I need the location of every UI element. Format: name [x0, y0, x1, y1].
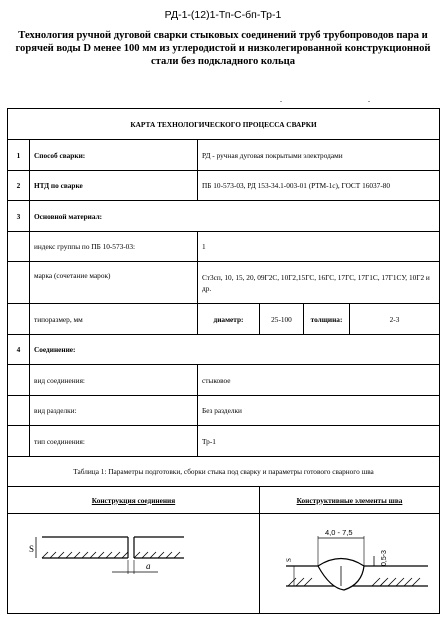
- row-value: Без разделки: [198, 396, 440, 426]
- table-row: [8, 304, 440, 335]
- row-label: марка (сочетание марок): [30, 262, 198, 304]
- table-row: [8, 232, 440, 262]
- table-row: [8, 262, 440, 304]
- table-row: [8, 201, 440, 232]
- weld-width-label: 4,0 - 7,5: [325, 528, 353, 537]
- row-number: [8, 396, 30, 426]
- row-label: НТД по сварке: [30, 171, 198, 201]
- row-number: [8, 262, 30, 304]
- row-value: ПБ 10-573-03, РД 153-34.1-003-01 (РТМ-1с), ГОСТ 16037-80: [198, 171, 440, 201]
- document-code: РД-1-(12)1-Тп-С-бп-Тр-1: [164, 9, 282, 21]
- card-header: КАРТА ТЕХНОЛОГИЧЕСКОГО ПРОЦЕССА СВАРКИ: [8, 109, 440, 140]
- row-label: индекс группы по ПБ 10-573-03:: [30, 232, 198, 262]
- table-row: [8, 171, 440, 201]
- column-header-weld-elements: Конструктивные элементы шва: [260, 487, 440, 514]
- row-label: типоразмер, мм: [30, 304, 198, 335]
- thickness-symbol: S: [29, 544, 35, 554]
- row-label: Основной материал:: [30, 201, 440, 232]
- thickness-label: толщина:: [304, 304, 350, 335]
- row-label: тип соединения:: [30, 426, 198, 457]
- gap-symbol: a: [146, 561, 151, 571]
- thickness-symbol: S: [285, 558, 293, 562]
- diameter-value: 25-100: [260, 304, 304, 335]
- row-number: [8, 365, 30, 396]
- diameter-label: диаметр:: [198, 304, 260, 335]
- table-row: [8, 365, 440, 396]
- row-number: [8, 304, 30, 335]
- row-number: 2: [8, 171, 30, 201]
- row-number: 1: [8, 140, 30, 171]
- dot-mark: .: [368, 95, 370, 104]
- row-number: 4: [8, 335, 30, 365]
- row-value: Тр-1: [198, 426, 440, 457]
- row-label: вид разделки:: [30, 396, 198, 426]
- card-header-row: [8, 109, 440, 140]
- table-row: [8, 335, 440, 365]
- row-number: [8, 426, 30, 457]
- weld-elements-drawing: [282, 526, 432, 596]
- row-label: Способ сварки:: [30, 140, 198, 171]
- table-row: [8, 140, 440, 171]
- table-row: [8, 426, 440, 457]
- row-value: Ст3сп, 10, 15, 20, 09Г2С, 10Г2,15ГС, 16ГС, 17ГС, 17Г1С, 17Г1СУ, 10Г2 и др.: [198, 262, 440, 304]
- column-header-construction: Конструкция соединения: [8, 487, 260, 514]
- document-title: Технология ручной дуговой сварки стыковых соединений труб трубопроводов пара и горячей воды D менее 100 мм из углеродистой и низколегированной конструкционной стали без подкладного кольца: [15, 30, 431, 67]
- dot-mark: .: [280, 95, 282, 104]
- row-value: 1: [198, 232, 440, 262]
- weld-height-label: 0,5-3: [381, 550, 388, 566]
- hatching: [42, 552, 180, 558]
- row-number: 3: [8, 201, 30, 232]
- column-header-row: [8, 487, 440, 514]
- row-value: РД - ручная дуговая покрытыми электродами: [198, 140, 440, 171]
- row-label: вид соединения:: [30, 365, 198, 396]
- thickness-value: 2-3: [350, 304, 440, 335]
- table-caption-row: [8, 457, 440, 487]
- row-value: стыковое: [198, 365, 440, 396]
- row-number: [8, 232, 30, 262]
- table-caption: Таблица 1: Параметры подготовки, сборки стыка под сварку и параметры готового сварного шва: [8, 457, 440, 487]
- row-label: Соединение:: [30, 335, 440, 365]
- table-row: [8, 396, 440, 426]
- joint-construction-drawing: [28, 528, 190, 582]
